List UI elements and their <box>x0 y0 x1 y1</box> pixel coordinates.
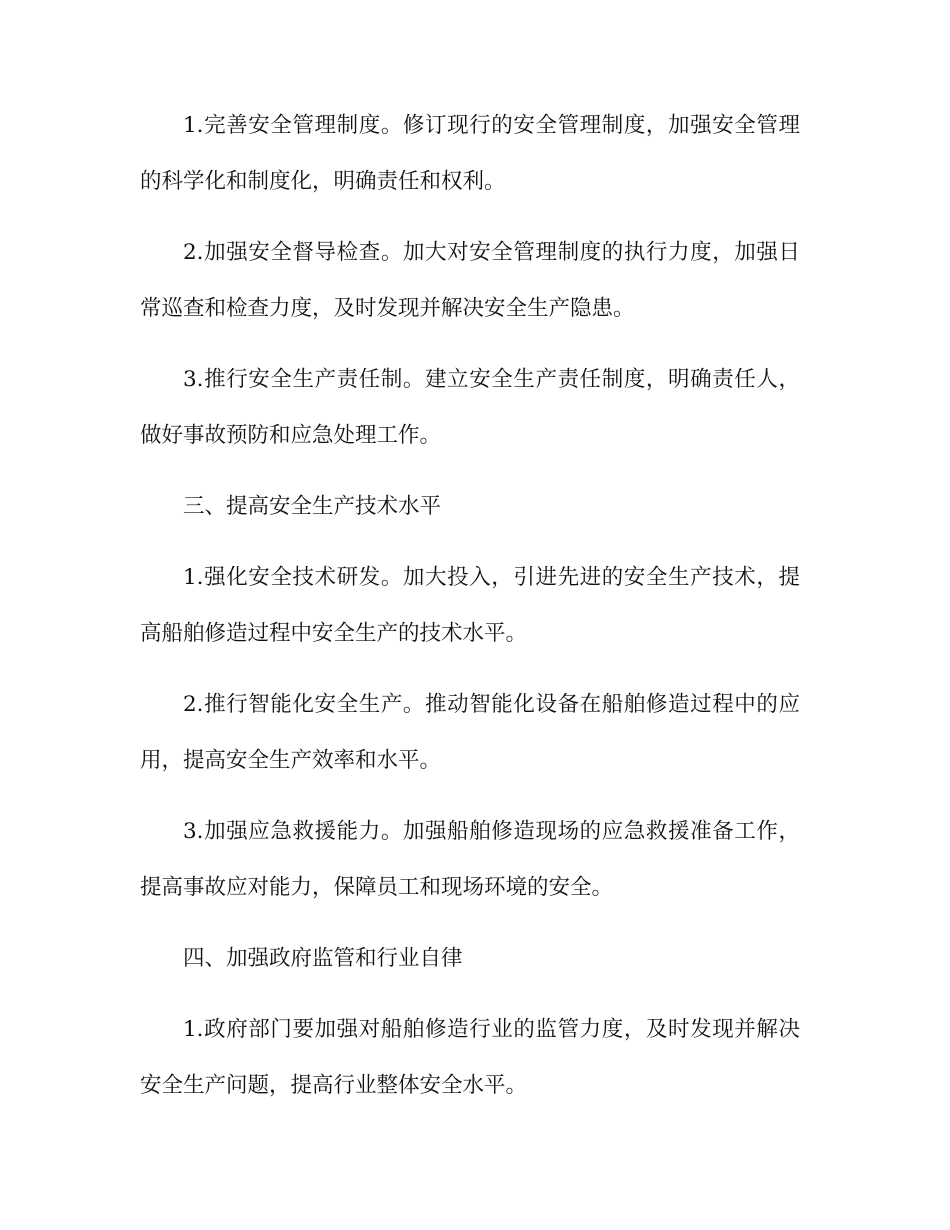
section-heading-4: 四、加强政府监管和行业自律 <box>183 946 463 971</box>
paragraph-3: 3.推行安全生产责任制。建立安全生产责任制度，明确责任人，做好事故预防和应急处理工作。 <box>140 367 800 448</box>
paragraph-4: 1.强化安全技术研发。加大投入，引进先进的安全生产技术，提高船舶修造过程中安全生产的技术水平。 <box>140 565 800 646</box>
paragraph-2: 2.加强安全督导检查。加大对安全管理制度的执行力度，加强日常巡查和检查力度，及时发现并解决安全生产隐患。 <box>140 240 800 321</box>
paragraph-6: 3.加强应急救援能力。加强船舶修造现场的应急救援准备工作，提高事故应对能力，保障员工和现场环境的安全。 <box>140 819 800 900</box>
paragraph-1: 1.完善安全管理制度。修订现行的安全管理制度，加强安全管理的科学化和制度化，明确责任和权利。 <box>140 113 800 194</box>
document-body <box>140 98 800 1129</box>
paragraph-5: 2.推行智能化安全生产。推动智能化设备在船舶修造过程中的应用，提高安全生产效率和水平。 <box>140 692 800 773</box>
section-heading-3: 三、提高安全生产技术水平 <box>183 494 442 519</box>
paragraph-7: 1.政府部门要加强对船舶修造行业的监管力度，及时发现并解决安全生产问题，提高行业整体安全水平。 <box>140 1017 800 1098</box>
